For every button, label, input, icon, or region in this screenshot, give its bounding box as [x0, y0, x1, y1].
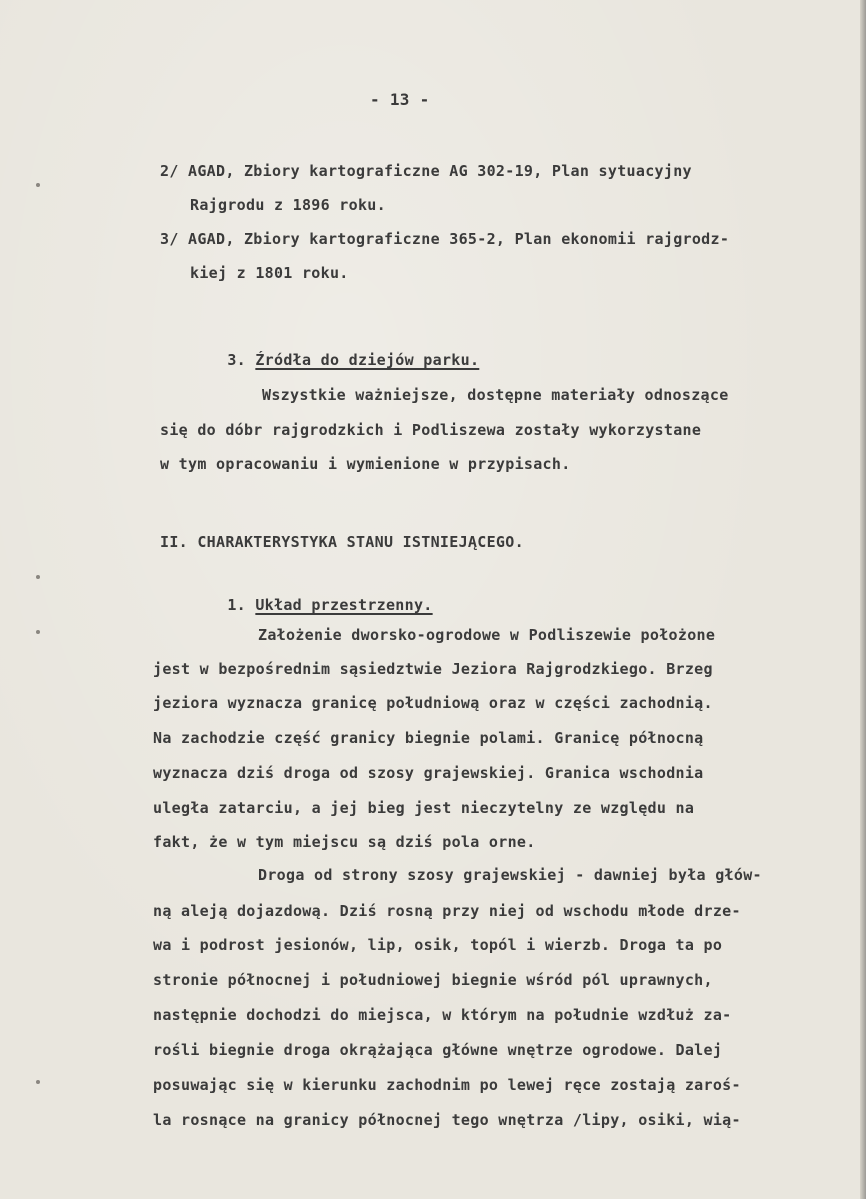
footnote-2-line-1: 2/ AGAD, Zbiory kartograficzne AG 302-19, Plan sytuacyjny — [160, 162, 692, 180]
page-number: - 13 - — [370, 90, 430, 109]
paragraph-2-line: stronie północnej i południowej biegnie wśród pól uprawnych, — [153, 971, 713, 989]
paragraph-2-line: posuwając się w kierunku zachodnim po lewej ręce zostają zaroś- — [153, 1076, 741, 1094]
punch-mark — [36, 183, 40, 187]
punch-mark — [36, 1080, 40, 1084]
paragraph-1-line: jest w bezpośrednim sąsiedztwie Jeziora Rajgrodzkiego. Brzeg — [153, 660, 713, 678]
paragraph-2-line: następnie dochodzi do miejsca, w którym na południe wzdłuż za- — [153, 1006, 732, 1024]
paragraph-1-line: wyznacza dziś droga od szosy grajewskiej. Granica wschodnia — [153, 764, 704, 782]
footnote-3-line-1: 3/ AGAD, Zbiory kartograficzne 365-2, Plan ekonomii rajgrodz- — [160, 230, 730, 248]
paragraph-1-line: Na zachodzie część granicy biegnie polami. Granicę północną — [153, 729, 704, 747]
paragraph-2-line: wa i podrost jesionów, lip, osik, topól i wierzb. Droga ta po — [153, 936, 723, 954]
subsection-1-heading — [190, 578, 433, 632]
section-3-text-line: Wszystkie ważniejsze, dostępne materiały odnoszące — [262, 386, 729, 404]
paragraph-1-line: Założenie dworsko-ogrodowe w Podliszewie położone — [258, 626, 716, 644]
footnote-3-line-2: kiej z 1801 roku. — [190, 264, 349, 282]
section-3-title: Źródła do dziejów parku. — [255, 351, 480, 369]
paragraph-2-line: Droga od strony szosy grajewskiej - dawniej była głów- — [258, 866, 762, 884]
paragraph-1-line: jeziora wyznacza granicę południową oraz w części zachodnią. — [153, 694, 713, 712]
punch-mark — [36, 630, 40, 634]
paragraph-2-line: la rosnące na granicy północnej tego wnętrza /lipy, osiki, wią- — [153, 1111, 741, 1129]
punch-mark — [36, 575, 40, 579]
chapter-heading: II. CHARAKTERYSTYKA STANU ISTNIEJĄCEGO. — [160, 533, 524, 551]
paragraph-2-line: ną aleją dojazdową. Dziś rosną przy niej od wschodu młode drze- — [153, 902, 741, 920]
section-3-number: 3. — [227, 351, 246, 369]
paragraph-1-line: uległa zatarciu, a jej bieg jest nieczytelny ze względu na — [153, 799, 695, 817]
subsection-1-title: Układ przestrzenny. — [255, 596, 433, 614]
paragraph-1-line: fakt, że w tym miejscu są dziś pola orne. — [153, 833, 536, 851]
section-3-text-line: się do dóbr rajgrodzkich i Podliszewa zostały wykorzystane — [160, 421, 702, 439]
section-3-text-line: w tym opracowaniu i wymienione w przypisach. — [160, 455, 571, 473]
subsection-1-number: 1. — [227, 596, 246, 614]
section-3-heading — [190, 333, 479, 387]
footnote-2-line-2: Rajgrodu z 1896 roku. — [190, 196, 386, 214]
paragraph-2-line: rośli biegnie droga okrążająca główne wnętrze ogrodowe. Dalej — [153, 1041, 723, 1059]
page-edge — [860, 0, 866, 1199]
